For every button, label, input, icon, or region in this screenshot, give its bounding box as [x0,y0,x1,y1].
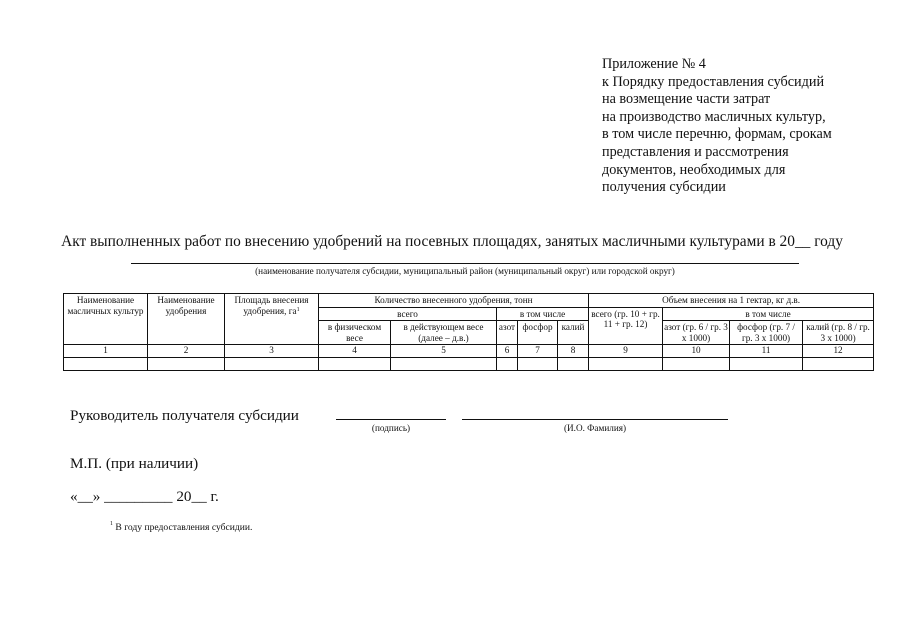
fertilizer-table [63,293,874,371]
table-cell [803,358,874,371]
footnote-ref: 1 [296,306,300,313]
recipient-caption: (наименование получателя субсидии, муниципальный район (муниципальный округ) или городской округ) [255,266,675,276]
recipient-line [131,263,799,264]
name-caption: (И.О. Фамилия) [563,423,627,433]
appendix-line: Приложение № 4 [602,56,706,72]
table-cell [663,358,730,371]
column-number: 3 [225,345,319,358]
head-of-recipient-label: Руководитель получателя субсидии [70,407,299,424]
header-physical-weight: в физическом весе [319,321,391,345]
table-cell [730,358,803,371]
column-numbers-row [64,345,874,358]
column-number: 1 [64,345,148,358]
header-phosphorus-volume: фосфор (гр. 7 / гр. 3 х 1000) [730,321,803,345]
column-number: 5 [391,345,497,358]
header-including-2: в том числе [663,307,874,321]
table-cell [589,358,663,371]
appendix-line: к Порядку предоставления субсидий [602,73,825,90]
table-cell [319,358,391,371]
appendix-line: на возмещение части затрат [602,91,771,108]
document-title: Акт выполненных работ по внесению удобрений на посевных площадях, занятых масличными культурами в 20__ году [61,233,843,250]
column-number: 6 [497,345,518,358]
appendix-line: в том числе перечню, формам, срокам [602,126,832,143]
table-cell [391,358,497,371]
footnote [110,522,252,533]
column-number: 10 [663,345,730,358]
table-cell [558,358,589,371]
header-total-volume: всего (гр. 10 + гр. 11 + гр. 12) [589,307,663,345]
stamp-label: М.П. (при наличии) [70,455,199,472]
appendix-line: представления и рассмотрения [602,143,789,160]
header-quantity: Количество внесенного удобрения, тонн [319,294,589,308]
header-potassium: калий [558,321,589,345]
appendix-block [602,56,882,197]
column-number: 8 [558,345,589,358]
header-nitrogen: азот [497,321,518,345]
header-nitrogen-volume: азот (гр. 6 / гр. 3 х 1000) [663,321,730,345]
header-including-1: в том числе [497,307,589,321]
header-active-weight: в действующем весе (далее – д.в.) [391,321,497,345]
header-area [225,294,319,345]
signature-line [336,419,446,420]
header-fertilizer: Наименование удобрения [148,294,225,345]
footnote-text: В году предоставления субсидии. [113,522,253,533]
column-number: 9 [589,345,663,358]
table-cell [225,358,319,371]
footnote-mark: 1 [110,521,113,527]
column-number: 4 [319,345,391,358]
header-area-text: Площадь внесения удобрения, га [234,295,309,316]
column-number: 12 [803,345,874,358]
header-volume: Объем внесения на 1 гектар, кг д.в. [589,294,874,308]
header-crops: Наименование масличных культур [64,294,148,345]
table-cell [497,358,518,371]
appendix-line: на производство масличных культур, [602,108,826,125]
header-potassium-volume: калий (гр. 8 / гр. 3 х 1000) [803,321,874,345]
column-number: 11 [730,345,803,358]
appendix-line: получения субсидии [602,179,726,196]
date-line: «__» _________ 20__ г. [70,488,219,505]
signature-caption: (подпись) [371,423,411,433]
header-total: всего [319,307,497,321]
table-cell [518,358,558,371]
header-phosphorus: фосфор [518,321,558,345]
appendix-line: документов, необходимых для [602,161,786,178]
empty-data-row [64,358,874,371]
column-number: 7 [518,345,558,358]
table-cell [148,358,225,371]
name-line [462,419,728,420]
table-cell [64,358,148,371]
column-number: 2 [148,345,225,358]
